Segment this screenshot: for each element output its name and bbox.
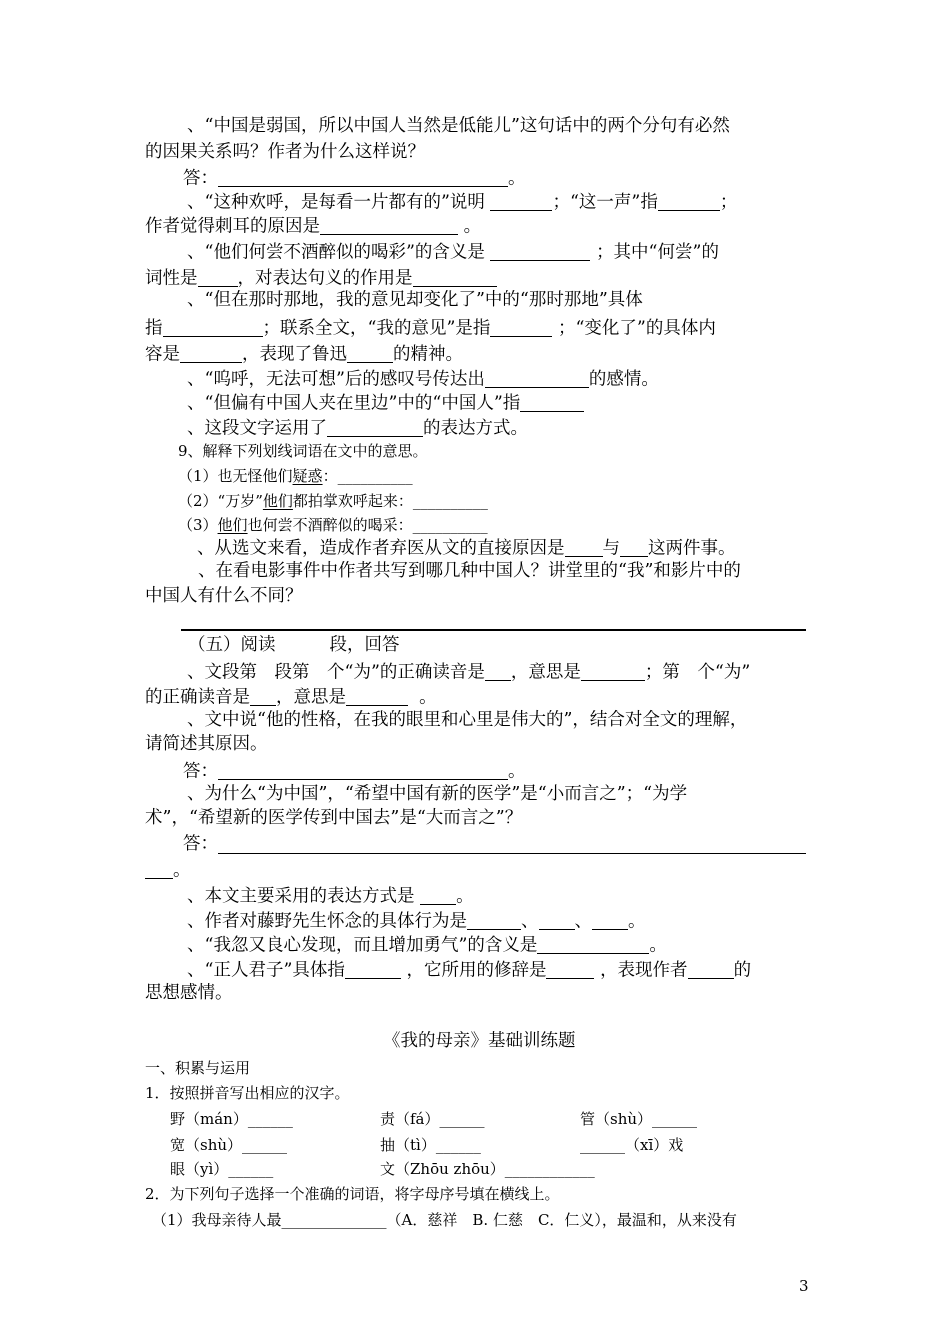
question-text: 、文段第 段第 个“为”的正确读音是 ，意思是 ；第 个“为”: [187, 662, 751, 683]
question-text: （2）“万岁”他们都拍掌欢呼起来：__________: [178, 492, 488, 510]
answer-blank[interactable]: [320, 216, 458, 235]
question-text: 请简述其原因。: [145, 734, 268, 754]
answer-blank[interactable]: [546, 960, 594, 979]
answer-blank[interactable]: [539, 911, 575, 930]
answer-blank[interactable]: [180, 344, 242, 363]
question-text: （3）他们也何尝不酒醉似的喝采：__________: [178, 516, 488, 534]
question-text: 思想感情。: [145, 983, 233, 1003]
answer-blank[interactable]: [520, 393, 584, 412]
answer-line: 答： 。: [183, 168, 526, 189]
answer-blank[interactable]: [485, 369, 589, 388]
answer-blank[interactable]: [346, 687, 408, 706]
question-text: 、从选文来看，造成作者弃医从文的直接原因是 与 这两件事。: [197, 538, 736, 559]
answer-blank[interactable]: [345, 960, 401, 979]
answer-blank[interactable]: [467, 911, 521, 930]
answer-blank[interactable]: [250, 687, 276, 706]
answer-blank[interactable]: [565, 538, 603, 557]
section-divider: [181, 629, 806, 631]
question-text: 术”，“希望新的医学传到中国去”是“大而言之”？: [145, 808, 523, 828]
answer-blank[interactable]: [413, 268, 497, 287]
answer-blank[interactable]: [490, 242, 590, 261]
answer-blank[interactable]: [218, 168, 508, 187]
question-text: 容是 ，表现了鲁迅 的精神。: [145, 344, 463, 365]
question-text: 、“呜呼，无法可想”后的感叹号传达出 的感情。: [187, 369, 659, 390]
question-text: 指 ；联系全文，“我的意见”是指 ；“变化了”的具体内: [145, 318, 716, 339]
question-text: 、“我忽又良心发现，而且增加勇气”的含义是 。: [187, 935, 667, 956]
answer-line: 。: [145, 860, 191, 880]
question-text: 中国人有什么不同？: [145, 586, 303, 606]
question-text: 、“这种欢呼，是每看一片都有的”说明 ；“这一声”指 ；: [187, 192, 738, 213]
answer-blank[interactable]: [688, 960, 734, 979]
question-text: 、为什么“为中国”，“希望中国有新的医学”是“小而言之”；“为学: [187, 784, 688, 804]
question-text: 、“正人君子”具体指 ，它所用的修辞是 ，表现作者 的: [187, 960, 752, 981]
question-text: 的因果关系吗？作者为什么这样说？: [145, 142, 425, 162]
answer-blank[interactable]: [592, 911, 628, 930]
question-text: 、“但偏有中国人夹在里边”中的“中国人”指: [187, 393, 584, 413]
answer-line: 答： 。: [183, 761, 526, 782]
answer-blank[interactable]: [581, 662, 645, 681]
answer-blank[interactable]: [420, 886, 456, 905]
question-text: （1）也无怪他们疑惑：__________: [178, 467, 413, 485]
question-text: 、作者对藤野先生怀念的具体行为是 、 、 。: [187, 911, 646, 932]
answer-blank[interactable]: [485, 662, 511, 681]
pinyin-item: 野（mán）______: [170, 1110, 293, 1128]
question-text: 2．为下列句子选择一个准确的词语，将字母序号填在横线上。: [145, 1185, 560, 1203]
question-text: （1）我母亲待人最______________（A．慈祥 B. 仁慈 C．仁义），最温和，从来没有: [152, 1211, 737, 1229]
answer-blank[interactable]: [658, 192, 720, 211]
pinyin-item: 抽（tì）______: [380, 1136, 481, 1154]
question-text: 的正确读音是 ，意思是 。: [145, 687, 437, 708]
question-text: 作者觉得刺耳的原因是 。: [145, 216, 482, 237]
question-text: 1．按照拼音写出相应的汉字。: [145, 1084, 350, 1102]
pinyin-item: 文（Zhōu zhōu）____________: [380, 1160, 595, 1178]
answer-blank[interactable]: [537, 935, 649, 954]
answer-blank[interactable]: [347, 344, 393, 363]
pinyin-item: 管（shù）______: [580, 1110, 698, 1128]
pinyin-item: 宽（shù）______: [170, 1136, 288, 1154]
answer-blank[interactable]: [145, 860, 173, 879]
pinyin-item: ______（xī）戏: [580, 1136, 684, 1154]
answer-blank[interactable]: [198, 268, 238, 287]
page-title: 《我的母亲》基础训练题: [383, 1031, 576, 1051]
page-number: 3: [799, 1277, 809, 1295]
question-text: 词性是 ，对表达句义的作用是: [145, 268, 497, 288]
question-text: 、本文主要采用的表达方式是 。: [187, 886, 474, 907]
answer-label: 答：: [183, 834, 218, 854]
part-heading: 一、积累与运用: [145, 1059, 251, 1077]
question-text: 、“中国是弱国，所以中国人当然是低能儿”这句话中的两个分句有必然: [187, 116, 730, 136]
answer-blank[interactable]: [327, 418, 423, 437]
answer-blank[interactable]: [218, 853, 806, 854]
answer-blank[interactable]: [490, 192, 552, 211]
question-text: 、这段文字运用了 的表达方式。: [187, 418, 528, 439]
question-text: 9、解释下列划线词语在文中的意思。: [178, 442, 428, 460]
answer-blank[interactable]: [163, 318, 263, 337]
question-text: 、文中说“他的性格，在我的眼里和心里是伟大的”，结合对全文的理解，: [187, 710, 748, 730]
answer-blank[interactable]: [620, 538, 648, 557]
pinyin-item: 眼（yì）______: [170, 1160, 274, 1178]
answer-blank[interactable]: [490, 318, 552, 337]
pinyin-item: 责（fá）______: [380, 1110, 485, 1128]
answer-blank[interactable]: [218, 761, 508, 780]
question-text: 、“他们何尝不酒醉似的喝彩”的含义是 ；其中“何尝”的: [187, 242, 719, 263]
question-text: 、“但在那时那地，我的意见却变化了”中的“那时那地”具体: [187, 290, 643, 310]
question-text: 、在看电影事件中作者共写到哪几种中国人？讲堂里的“我”和影片中的: [198, 561, 741, 581]
section-heading: （五）阅读 段，回答: [188, 635, 400, 655]
